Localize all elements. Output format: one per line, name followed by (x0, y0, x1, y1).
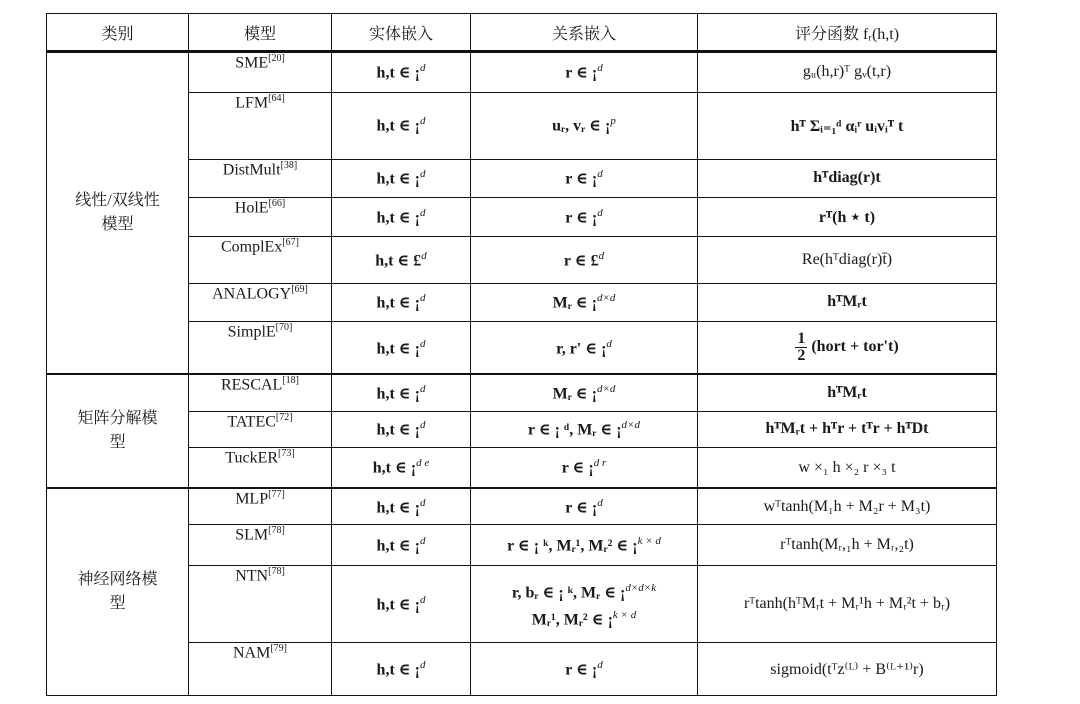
relation-embedding: r ∈ £$^d$ (471, 236, 698, 283)
header-entity-embedding: 实体嵌入 (332, 14, 471, 52)
table-row (47, 322, 997, 375)
header-score-function: 评分函数 fᵣ(h,t) (698, 14, 997, 52)
table-row (47, 565, 997, 642)
score-function: sigmoid(tᵀz⁽ᴸ⁾ + B⁽ᴸ⁺¹⁾r) (698, 643, 997, 696)
table-row (47, 198, 997, 237)
relation-embedding: r ∈ ¡$^d$ (471, 488, 698, 525)
table-row (47, 92, 997, 159)
model-name: HolE[66] (189, 198, 332, 237)
entity-embedding: h,t ∈ ¡$^d$ (332, 92, 471, 159)
fraction: $\frac{1}{2}$ (797, 330, 806, 365)
relation-embedding: r ∈ ¡ ᵈ, Mᵣ ∈ ¡$^{d\times d}$ (471, 411, 698, 448)
relation-embedding: r ∈ ¡$^d$ (471, 159, 698, 198)
score-function: hᵀ Σᵢ₌₁ᵈ αᵢʳ uᵢvᵢᵀ t (698, 92, 997, 159)
score-function: hᵀMᵣt (698, 374, 997, 411)
model-name: ANALOGY[69] (189, 283, 332, 322)
model-name: NAM[79] (189, 643, 332, 696)
model-name: SLM[78] (189, 525, 332, 566)
model-name: DistMult[38] (189, 159, 332, 198)
entity-embedding: h,t ∈ ¡$^d$ (332, 411, 471, 448)
score-function: Re(hᵀdiag(r)t̄) (698, 236, 997, 283)
score-function: w ×₁ h ×₂ r ×₃ t (698, 448, 997, 489)
table-row (47, 525, 997, 566)
score-function: hᵀMᵣt (698, 283, 997, 322)
entity-embedding: h,t ∈ ¡$^d$ (332, 525, 471, 566)
table-row (47, 52, 997, 93)
model-name: SimplE[70] (189, 322, 332, 375)
model-name: LFM[64] (189, 92, 332, 159)
score-function: rᵀtanh(Mᵣ,₁h + Mᵣ,₂t) (698, 525, 997, 566)
score-function: rᵀtanh(hᵀMᵣt + Mᵣ¹h + Mᵣ²t + bᵣ) (698, 565, 997, 642)
entity-embedding: h,t ∈ ¡$^d$ (332, 374, 471, 411)
relation-embedding: Mᵣ ∈ ¡$^{d\times d}$ (471, 374, 698, 411)
relation-embedding: r ∈ ¡$^d$ (471, 198, 698, 237)
entity-embedding: h,t ∈ ¡$^d$ (332, 643, 471, 696)
relation-embedding: r ∈ ¡$^d$ (471, 52, 698, 93)
entity-embedding: h,t ∈ ¡$^d$ (332, 322, 471, 375)
entity-embedding: h,t ∈ ¡$^d$ (332, 52, 471, 93)
score-function: gᵤ(h,r)ᵀ gᵥ(t,r) (698, 52, 997, 93)
header-model: 模型 (189, 14, 332, 52)
score-function: $\frac{1}{2}$ (hort + tor't) (698, 322, 997, 375)
entity-embedding: h,t ∈ ¡$^d$ (332, 565, 471, 642)
table-row (47, 411, 997, 448)
relation-embedding: r, bᵣ ∈ ¡ ᵏ, Mᵣ ∈ ¡$^{d\times d\times k}$ Mᵣ¹, Mᵣ² ∈ ¡$^{k \times d}$ (471, 565, 698, 642)
entity-embedding: h,t ∈ ¡$^{d e}$ (332, 448, 471, 489)
table-row (47, 488, 997, 525)
category-linear: 线性/双线性模型 (47, 52, 189, 375)
category-neural: 神经网络模型 (47, 488, 189, 695)
table-row (47, 159, 997, 198)
model-name: SME[20] (189, 52, 332, 93)
score-function: hᵀMᵣt + hᵀr + tᵀr + hᵀDt (698, 411, 997, 448)
table-row (47, 448, 997, 489)
relation-embedding: r ∈ ¡$^d$ (471, 643, 698, 696)
model-comparison-table (46, 13, 997, 696)
relation-embedding: uᵣ, vᵣ ∈ ¡$^p$ (471, 92, 698, 159)
entity-embedding: h,t ∈ ¡$^d$ (332, 283, 471, 322)
entity-embedding: h,t ∈ £$^d$ (332, 236, 471, 283)
header-relation-embedding: 关系嵌入 (471, 14, 698, 52)
relation-embedding: Mᵣ ∈ ¡$^{d\times d}$ (471, 283, 698, 322)
table-row (47, 643, 997, 696)
table-row (47, 236, 997, 283)
model-name: ComplEx[67] (189, 236, 332, 283)
relation-embedding: r ∈ ¡ ᵏ, Mᵣ¹, Mᵣ² ∈ ¡$^{k \times d}$ (471, 525, 698, 566)
category-matrix: 矩阵分解模型 (47, 374, 189, 488)
header-category: 类别 (47, 14, 189, 52)
table-row (47, 283, 997, 322)
model-name: TATEC[72] (189, 411, 332, 448)
entity-embedding: h,t ∈ ¡$^d$ (332, 198, 471, 237)
model-name: TuckER[73] (189, 448, 332, 489)
model-name: NTN[78] (189, 565, 332, 642)
score-function: wᵀtanh(M₁h + M₂r + M₃t) (698, 488, 997, 525)
relation-embedding: r, r' ∈ ¡$^d$ (471, 322, 698, 375)
header-row (47, 14, 997, 52)
relation-embedding: r ∈ ¡$^{d r}$ (471, 448, 698, 489)
entity-embedding: h,t ∈ ¡$^d$ (332, 488, 471, 525)
score-function: hᵀdiag(r)t (698, 159, 997, 198)
entity-embedding: h,t ∈ ¡$^d$ (332, 159, 471, 198)
model-name: MLP[77] (189, 488, 332, 525)
model-name: RESCAL[18] (189, 374, 332, 411)
table-row (47, 374, 997, 411)
score-function: rᵀ(h ⋆ t) (698, 198, 997, 237)
